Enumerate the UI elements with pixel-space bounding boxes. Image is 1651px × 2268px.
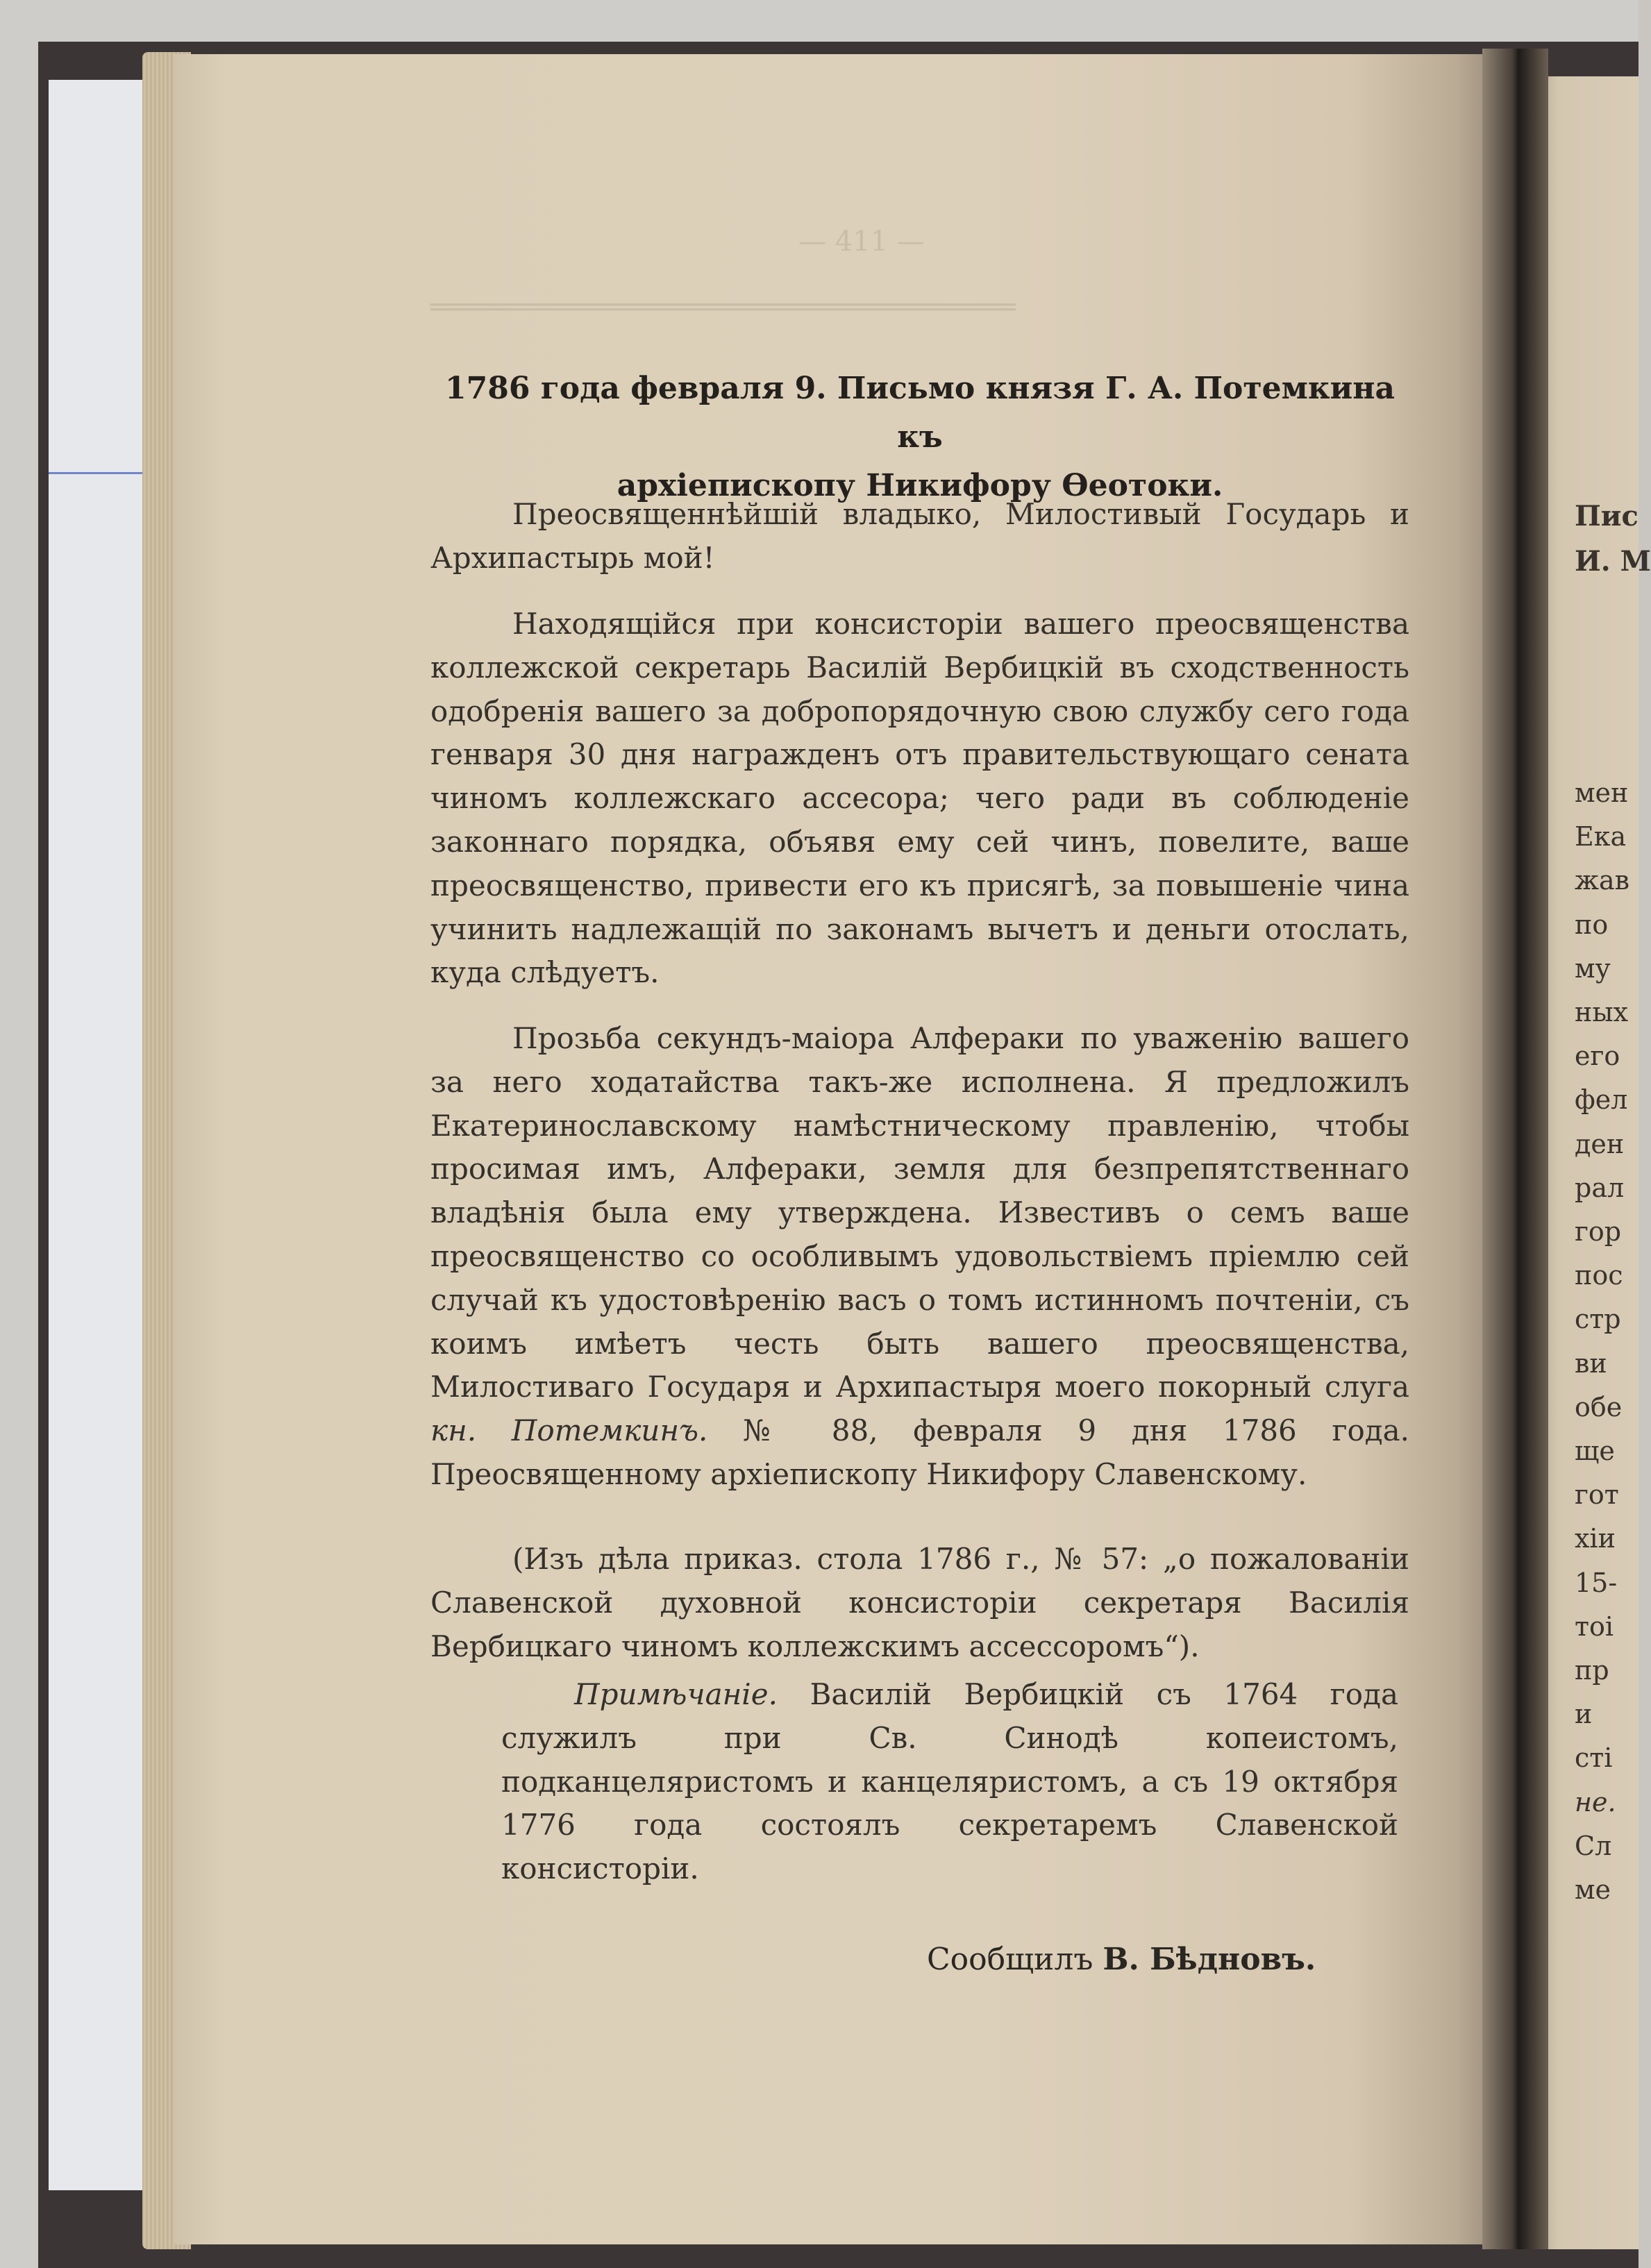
right-page-line: жав — [1575, 865, 1630, 896]
right-page-line: Сл — [1575, 1830, 1612, 1861]
title-line-2: архіепископу Никифору Ѳеотоки. — [617, 468, 1223, 503]
right-page-line: хіи — [1575, 1523, 1616, 1554]
right-page-line: не. — [1575, 1786, 1616, 1817]
right-page-line: пос — [1575, 1260, 1623, 1291]
right-page-line: и — [1575, 1699, 1593, 1730]
right-page-line: пр — [1575, 1655, 1609, 1686]
footnote — [501, 1673, 1398, 1891]
right-page-line: Ека — [1575, 821, 1627, 852]
right-page-line: фел — [1575, 1084, 1628, 1116]
archival-reference-paragraph: (Изъ дѣла приказ. стола 1786 г., № 57: „о пожалованіи Славенской духовной консисторіи секретаря Василія Вербицкаго чиномъ коллежскимъ ассессоромъ“). — [430, 1542, 1409, 1663]
right-page-line: ще — [1575, 1436, 1615, 1466]
right-heading-line-1: Пис — [1575, 500, 1639, 532]
show-through-text: — 411 — — [798, 226, 925, 258]
right-page-line: рал — [1575, 1172, 1625, 1203]
right-page-line: по — [1575, 909, 1609, 940]
right-page-line: мен — [1575, 778, 1629, 808]
letter-title — [430, 364, 1409, 510]
title-line-1: 1786 года февраля 9. Письмо князя Г. А. Потемкина къ — [445, 371, 1395, 455]
right-page-line: обе — [1575, 1391, 1623, 1422]
show-through-text: ═══════════════════════════════════ — [430, 292, 1016, 324]
right-page-line: 15- — [1575, 1567, 1618, 1598]
right-page-line: его — [1575, 1041, 1620, 1072]
body-paragraph-2 — [430, 1017, 1409, 1497]
potemkin-signature: кн. Потемкинъ. — [430, 1413, 708, 1448]
right-page-line: тоі — [1575, 1611, 1614, 1642]
body-paragraph-1: Находящійся при консисторіи вашего преосвященства коллежской секретарь Василій Вербицкій въ сходственность одобренія вашего за добропорядочную свою службу сего года генваря 30 дня награжденъ отъ правительствующаго сената чиномъ коллежскаго ассесора; чего ради въ соблюденіе законнаго порядка, объявя ему сей чинъ, повелите, ваше преосвященство, привести его къ присягѣ, за повышеніе чина учинить надлежащій по законамъ вычетъ и деньги отослать, куда слѣдуетъ. — [430, 607, 1409, 990]
right-page-line: ден — [1575, 1128, 1625, 1159]
right-page-line: ме — [1575, 1874, 1611, 1905]
right-page-line: ви — [1575, 1347, 1607, 1379]
signature-name: В. Бѣдновъ. — [1103, 1942, 1316, 1977]
right-page-line: му — [1575, 952, 1611, 984]
note-text: Василій Вербицкій съ 1764 года служилъ при Св. Синодѣ копеистомъ, подканцеляристомъ и канцеляристомъ, а съ 19 октября 1776 года состоялъ секретаремъ Славенской консисторіи. — [501, 1677, 1398, 1886]
right-page-line: сті — [1575, 1742, 1613, 1774]
signature-prefix: Сообщилъ — [927, 1942, 1093, 1977]
contributor-signature — [927, 1942, 1316, 1977]
paragraph-text: Прозьба секундъ-маіора Алфераки по уваженію вашего за него ходатайства такъ-же исполнена. Я предложилъ Екатеринославскому намѣстническому правленію, чтобы просимая имъ, Алфераки, земля для безпрепятственнаго владѣнія была ему утверждена. Известивъ о семъ ваше преосвященство со особливымъ удовольствіемъ пріемлю сей случай къ удостовѣренію васъ о томъ истинномъ почтеніи, съ коимъ имѣетъ честь быть вашего преосвященства, Милостиваго Государя и Архипастыря моего покорный слуга — [430, 1021, 1409, 1404]
right-page-line: гор — [1575, 1216, 1622, 1247]
note-label: Примѣчаніе. — [574, 1677, 778, 1711]
book-gutter — [1482, 49, 1548, 2249]
salutation-paragraph: Преосвященнѣйшій владыко, Милостивый Государь и Архипастырь мой! — [430, 497, 1409, 575]
right-page-line: гот — [1575, 1479, 1619, 1511]
paragraph-text-end: № 88, февраля 9 дня 1786 года. Преосвященному архіепископу Никифору Славенскому. — [430, 1413, 1409, 1491]
right-page-line: ных — [1575, 997, 1629, 1027]
right-heading-line-2: И. М — [1575, 545, 1651, 578]
right-page-line: стр — [1575, 1304, 1621, 1335]
